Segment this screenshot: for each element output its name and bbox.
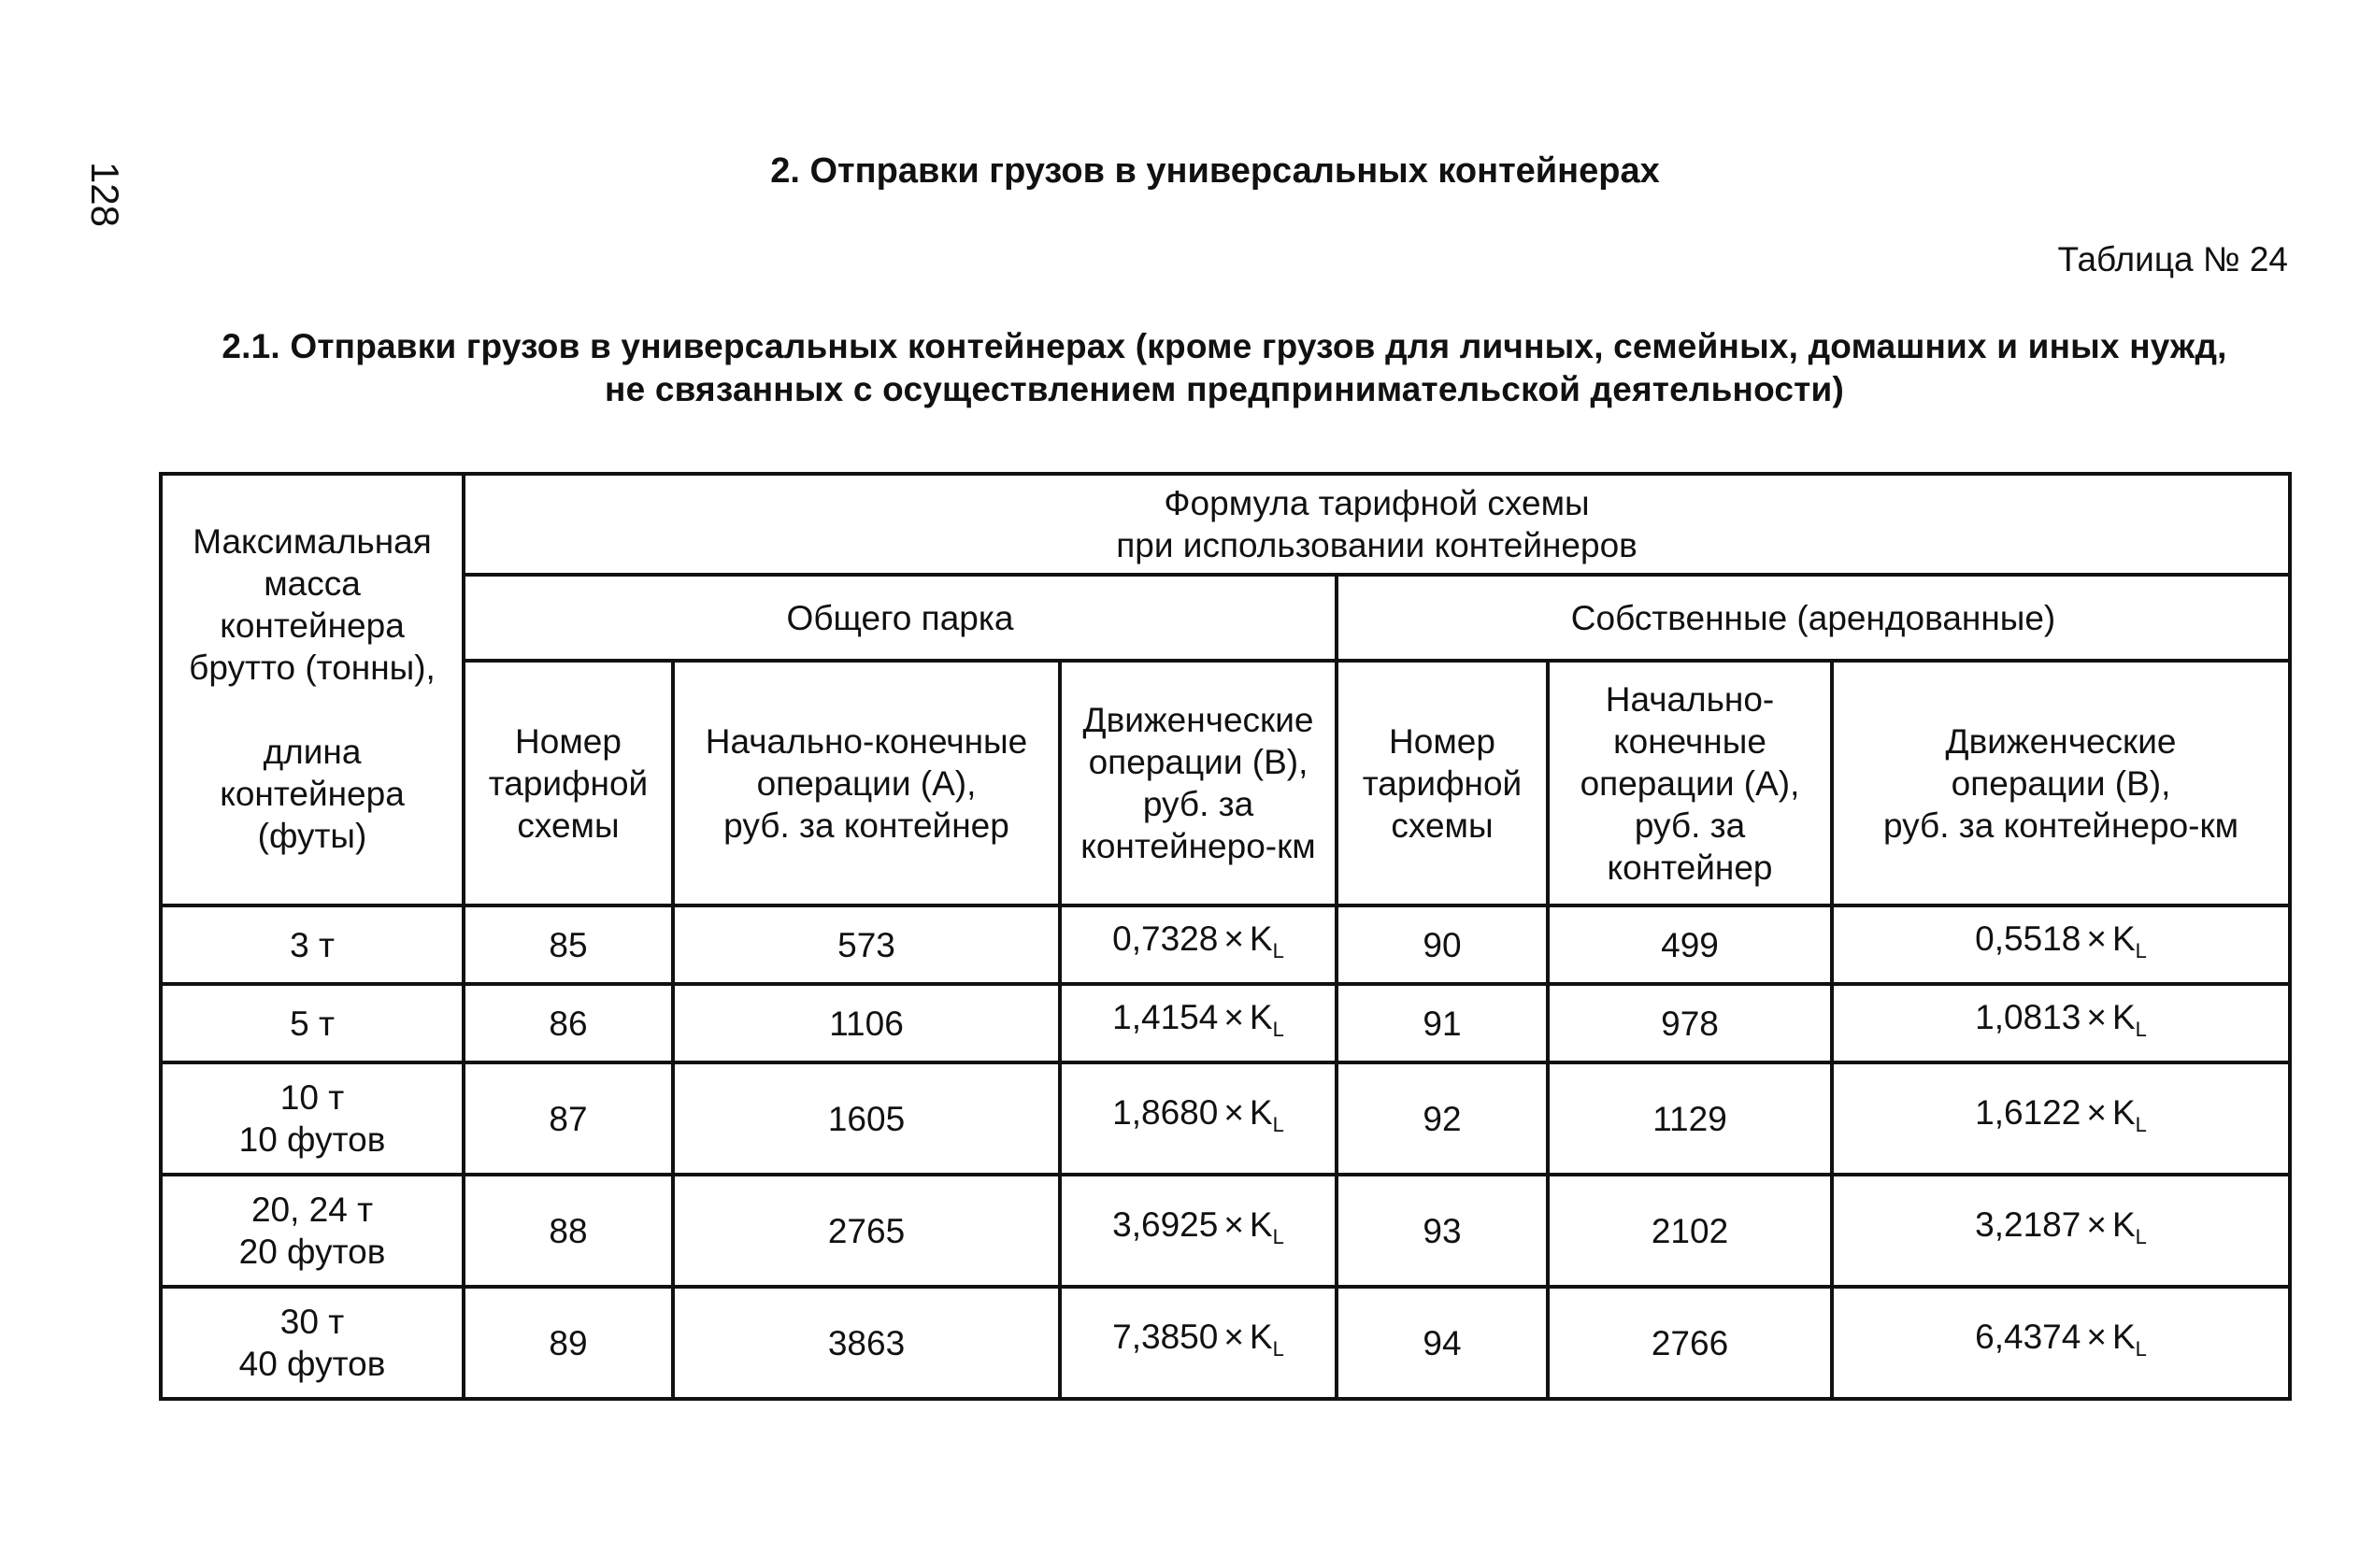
header-line: Номер: [515, 721, 622, 761]
cell-common-initial: 1605: [673, 1062, 1060, 1175]
cell-own-scheme: 93: [1337, 1175, 1548, 1287]
cell-common-movement: [1060, 1062, 1337, 1175]
coefficient-subscript: L: [2135, 939, 2147, 962]
subsection-heading-line-1: 2.1. Отправки грузов в универсальных контейнерах (кроме грузов для личных, семейных, домашних и иных нужд,: [222, 327, 2227, 365]
header-own-leased: Собственные (арендованные): [1337, 575, 2290, 661]
cell-own-initial: 978: [1548, 984, 1832, 1062]
header-formula: [464, 474, 2290, 575]
tariff-table-body: [161, 905, 2290, 1399]
header-line: Начально-конечные: [705, 721, 1028, 761]
times-sign: ×: [1223, 998, 1244, 1036]
table-number: Таблица № 24: [2057, 240, 2288, 278]
cell-own-initial: 499: [1548, 905, 1832, 984]
times-sign: ×: [2086, 1205, 2107, 1244]
coefficient-subscript: L: [1272, 1225, 1284, 1248]
header-line: тарифной: [488, 763, 649, 803]
header-common-scheme: [464, 661, 673, 905]
table-row: [161, 1175, 2290, 1287]
cell-own-initial: 1129: [1548, 1062, 1832, 1175]
cell-own-scheme: 91: [1337, 984, 1548, 1062]
cell-common-initial: 573: [673, 905, 1060, 984]
header-line: руб. за: [1142, 785, 1254, 823]
header-mass-length: [161, 474, 464, 905]
cell-common-initial: 1106: [673, 984, 1060, 1062]
subsection-heading: [150, 325, 2299, 411]
header-line: схемы: [517, 805, 620, 845]
cell-own-movement: [1832, 1175, 2290, 1287]
cell-mass-line: 20 футов: [238, 1233, 386, 1271]
header-line: операции (В),: [1088, 743, 1309, 781]
header-line: операции (В),: [1951, 763, 2171, 803]
times-sign: ×: [1223, 1205, 1244, 1244]
table-row: [161, 1062, 2290, 1175]
cell-common-movement: [1060, 1175, 1337, 1287]
coefficient-subscript: L: [2135, 1225, 2147, 1248]
header-common-movement: [1060, 661, 1337, 905]
header-line: контейнеро-км: [1080, 827, 1316, 865]
formula-value: 1,6122: [1975, 1093, 2081, 1132]
formula-value: 3,2187: [1975, 1205, 2081, 1244]
header-line: контейнер: [1607, 848, 1773, 887]
header-length-line: (футы): [257, 817, 367, 855]
formula-value: 0,5518: [1975, 919, 2081, 958]
header-mass-spacer: [168, 689, 456, 731]
cell-common-movement: [1060, 1287, 1337, 1399]
cell-own-movement: [1832, 905, 2290, 984]
coefficient-subscript: L: [1272, 939, 1284, 962]
section-heading: 2. Отправки грузов в универсальных контейнерах: [770, 151, 1660, 191]
cell-mass-length: [161, 1175, 464, 1287]
cell-mass-length: [161, 1287, 464, 1399]
cell-mass-line: 10 т: [279, 1078, 345, 1117]
header-formula-line: при использовании контейнеров: [1116, 526, 1637, 564]
header-formula-line: Формула тарифной схемы: [1164, 484, 1590, 522]
coefficient-symbol: K: [1249, 1205, 1273, 1244]
subsection-heading-line-2: не связанных с осуществлением предпринимательской деятельности): [605, 370, 1844, 408]
header-line: руб. за контейнер: [723, 805, 1009, 845]
header-common-initial: [673, 661, 1060, 905]
header-line: конечные: [1613, 721, 1766, 761]
coefficient-symbol: K: [2111, 1205, 2136, 1244]
cell-own-scheme: 94: [1337, 1287, 1548, 1399]
header-mass-line: контейнера: [220, 606, 405, 645]
times-sign: ×: [1223, 1318, 1244, 1356]
cell-mass-line: 3 т: [290, 925, 335, 964]
tariff-table: [159, 472, 2292, 1401]
cell-own-movement: [1832, 1062, 2290, 1175]
formula-value: 0,7328: [1112, 919, 1219, 958]
cell-mass-line: 40 футов: [238, 1345, 386, 1383]
cell-common-initial: 2765: [673, 1175, 1060, 1287]
header-line: Начально-: [1605, 679, 1775, 719]
formula-value: 7,3850: [1112, 1318, 1219, 1356]
formula-value: 1,4154: [1112, 998, 1219, 1036]
coefficient-symbol: K: [1249, 998, 1273, 1036]
coefficient-symbol: K: [2111, 919, 2136, 958]
times-sign: ×: [1223, 919, 1244, 958]
header-line: руб. за: [1634, 805, 1746, 845]
formula-value: 1,0813: [1975, 998, 2081, 1036]
header-line: операции (А),: [756, 763, 977, 803]
header-length-line: длина: [263, 733, 362, 771]
cell-common-scheme: 89: [464, 1287, 673, 1399]
coefficient-subscript: L: [1272, 1337, 1284, 1361]
times-sign: ×: [2086, 998, 2107, 1036]
formula-value: 3,6925: [1112, 1205, 1219, 1244]
coefficient-subscript: L: [2135, 1337, 2147, 1361]
times-sign: ×: [2086, 919, 2107, 958]
cell-mass-line: 10 футов: [238, 1120, 386, 1159]
header-own-initial: [1548, 661, 1832, 905]
header-common-park: Общего парка: [464, 575, 1337, 661]
header-line: схемы: [1391, 805, 1494, 845]
cell-mass-length: [161, 1062, 464, 1175]
coefficient-symbol: K: [1249, 1318, 1273, 1356]
times-sign: ×: [2086, 1318, 2107, 1356]
cell-own-scheme: 90: [1337, 905, 1548, 984]
coefficient-subscript: L: [1272, 1018, 1284, 1041]
cell-own-movement: [1832, 1287, 2290, 1399]
coefficient-symbol: K: [2111, 1093, 2136, 1132]
cell-own-initial: 2766: [1548, 1287, 1832, 1399]
coefficient-symbol: K: [2111, 998, 2136, 1036]
header-mass-line: Максимальная: [193, 522, 432, 561]
header-line: Движенческие: [1082, 701, 1314, 739]
table-row: [161, 1287, 2290, 1399]
times-sign: ×: [2086, 1093, 2107, 1132]
cell-common-movement: [1060, 905, 1337, 984]
times-sign: ×: [1223, 1093, 1244, 1132]
cell-common-initial: 3863: [673, 1287, 1060, 1399]
cell-mass-line: 30 т: [279, 1303, 345, 1341]
cell-mass-line: 20, 24 т: [250, 1190, 374, 1229]
cell-common-scheme: 88: [464, 1175, 673, 1287]
header-line: руб. за контейнеро-км: [1882, 805, 2239, 845]
header-mass-line: брутто (тонны),: [189, 649, 436, 687]
header-line: Движенческие: [1945, 721, 2177, 761]
cell-common-movement: [1060, 984, 1337, 1062]
coefficient-symbol: K: [1249, 1093, 1273, 1132]
formula-value: 1,8680: [1112, 1093, 1219, 1132]
coefficient-subscript: L: [2135, 1113, 2147, 1136]
cell-own-initial: 2102: [1548, 1175, 1832, 1287]
coefficient-symbol: K: [2111, 1318, 2136, 1356]
cell-own-scheme: 92: [1337, 1062, 1548, 1175]
coefficient-subscript: L: [2135, 1018, 2147, 1041]
cell-common-scheme: 85: [464, 905, 673, 984]
header-own-scheme: [1337, 661, 1548, 905]
header-own-movement: [1832, 661, 2290, 905]
header-mass-line: масса: [264, 564, 361, 603]
coefficient-symbol: K: [1249, 919, 1273, 958]
cell-mass-length: [161, 984, 464, 1062]
cell-own-movement: [1832, 984, 2290, 1062]
header-line: операции (А),: [1580, 763, 1800, 803]
cell-common-scheme: 86: [464, 984, 673, 1062]
cell-mass-length: [161, 905, 464, 984]
header-line: Номер: [1389, 721, 1495, 761]
table-row: [161, 984, 2290, 1062]
header-line: тарифной: [1362, 763, 1523, 803]
coefficient-subscript: L: [1272, 1113, 1284, 1136]
cell-common-scheme: 87: [464, 1062, 673, 1175]
table-row: [161, 905, 2290, 984]
cell-mass-line: 5 т: [290, 1004, 335, 1043]
header-length-line: контейнера: [220, 775, 405, 813]
page-number: 128: [83, 161, 127, 228]
formula-value: 6,4374: [1975, 1318, 2081, 1356]
